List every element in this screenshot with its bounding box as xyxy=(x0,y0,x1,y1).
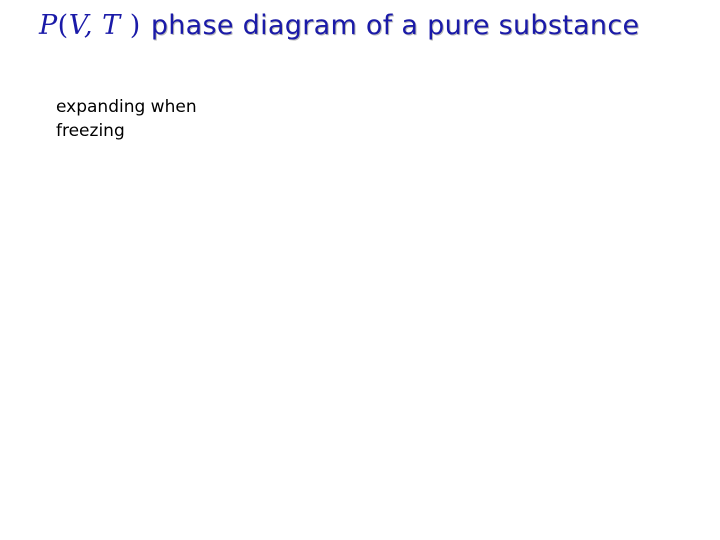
formula-close-paren: ) xyxy=(129,10,141,41)
slide-note xyxy=(56,95,216,143)
note-line-1: expanding when xyxy=(56,97,197,117)
title-formula xyxy=(39,10,141,41)
formula-open-paren: ( xyxy=(57,10,69,41)
slide-title xyxy=(39,10,639,41)
note-line-2: freezing xyxy=(56,121,125,141)
title-heading: phase diagram of a pure substance xyxy=(150,10,640,41)
formula-variables: V, T xyxy=(68,10,121,41)
formula-function: P xyxy=(39,10,58,41)
